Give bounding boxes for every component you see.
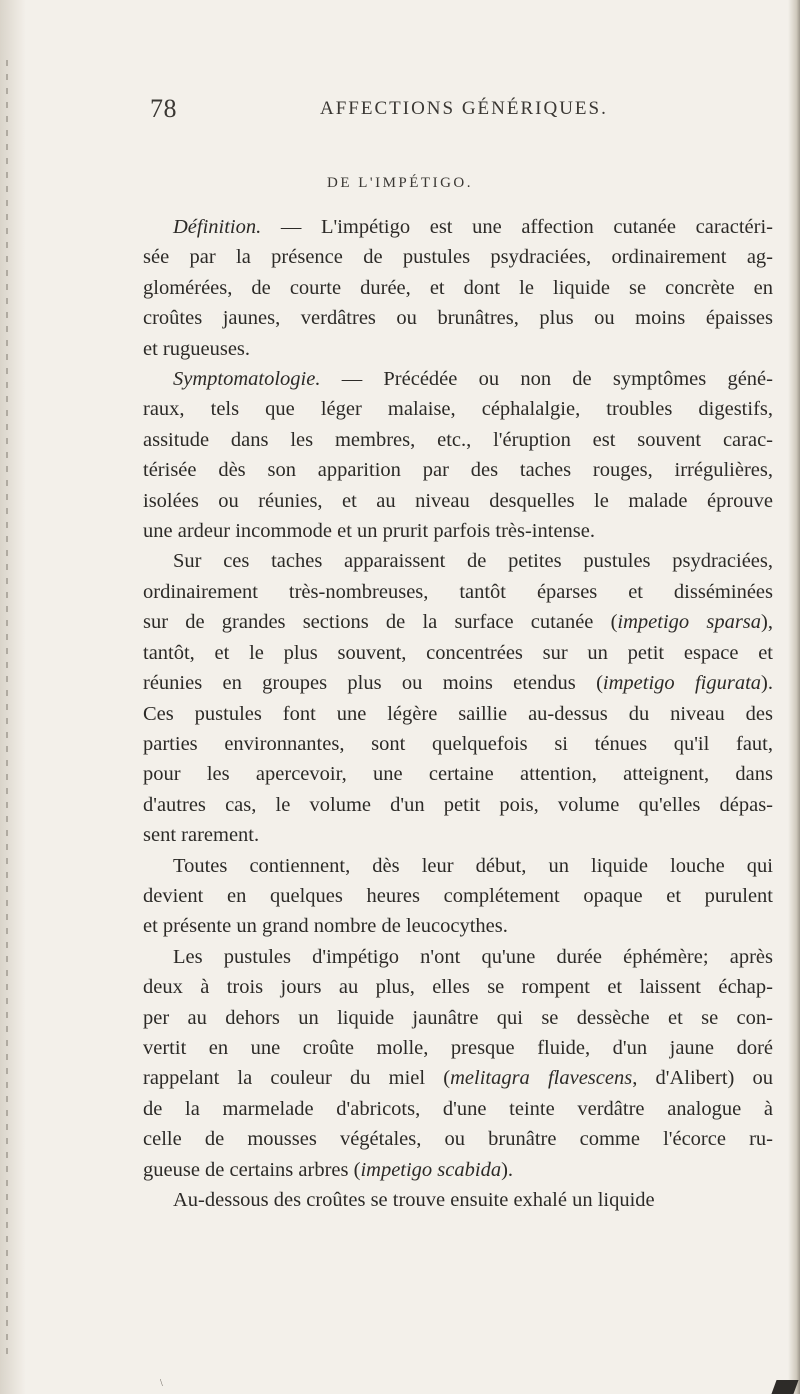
- text-line: [143, 759, 773, 789]
- text-line: [143, 425, 773, 455]
- text-line: [143, 577, 773, 607]
- text-segment: réunies en groupes plus ou moins etendus (: [143, 672, 603, 695]
- text-segment: sur de grandes sections de la surface cutanée (: [143, 611, 618, 634]
- text-line: [143, 851, 773, 881]
- text-line: [143, 607, 773, 637]
- text-segment: per au dehors un liquide jaunâtre qui se dessèche et se con-: [143, 1006, 773, 1029]
- text-segment: parties environnantes, sont quelquefois si ténues qu'il faut,: [143, 732, 773, 755]
- text-segment: isolées ou réunies, et au niveau desquelles le malade éprouve: [143, 489, 773, 512]
- text-line: [143, 1185, 773, 1215]
- latin-term: impetigo scabida: [360, 1158, 502, 1181]
- text-line: [143, 1003, 773, 1033]
- subsection-heading: Symptomatologie.: [173, 368, 321, 391]
- text-line: [143, 516, 773, 546]
- text-line: [143, 1155, 773, 1185]
- page-edge-shadow: [788, 0, 800, 1394]
- text-segment: devient en quelques heures complétement opaque et purulent: [143, 884, 773, 907]
- text-segment: ).: [501, 1158, 514, 1181]
- text-segment: Au-dessous des croûtes se trouve ensuite exhalé un liquide: [173, 1189, 655, 1211]
- text-line: [143, 486, 773, 516]
- text-segment: rappelant la couleur du miel (: [143, 1067, 451, 1090]
- text-line: [143, 911, 773, 941]
- text-line: [143, 972, 773, 1002]
- text-line: [143, 668, 773, 698]
- text-segment: Sur ces taches apparaissent de petites pustules psydraciées,: [173, 550, 773, 573]
- subsection-heading: Définition.: [173, 216, 262, 238]
- running-head-title: AFFECTIONS GÉNÉRIQUES.: [320, 98, 608, 119]
- text-line: [143, 638, 773, 668]
- text-segment: ordinairement très-nombreuses, tantôt éparses et disséminées: [143, 580, 773, 603]
- text-line: [143, 364, 773, 394]
- text-segment: ),: [761, 611, 773, 634]
- text-segment: Toutes contiennent, dès leur début, un liquide louche qui: [173, 854, 773, 877]
- text-segment: tantôt, et le plus souvent, concentrées sur un petit espace et: [143, 641, 773, 664]
- latin-term: melitagra flavescens: [450, 1067, 633, 1090]
- text-line: [143, 394, 773, 424]
- text-segment: Les pustules d'impétigo n'ont qu'une durée éphémère; après: [173, 945, 773, 968]
- text-line: [143, 1063, 773, 1093]
- text-segment: raux, tels que léger malaise, céphalalgie, troubles digestifs,: [143, 398, 773, 421]
- text-segment: Ces pustules font une légère saillie au-dessus du niveau des: [143, 702, 773, 725]
- text-segment: deux à trois jours au plus, elles se rompent et laissent échap-: [143, 976, 773, 999]
- text-line: [143, 942, 773, 972]
- text-segment: , d'Alibert) ou: [632, 1067, 773, 1090]
- latin-term: impetigo sparsa: [617, 611, 762, 634]
- text-segment: une ardeur incommode et un prurit parfois très-intense.: [143, 520, 595, 543]
- text-segment: de la marmelade d'abricots, d'une teinte verdâtre analogue à: [143, 1097, 773, 1120]
- text-segment: — L'impétigo est une affection cutanée caractéri-: [261, 216, 773, 238]
- scan-gutter-shadow: [0, 0, 26, 1394]
- text-segment: assitude dans les membres, etc., l'éruption est souvent carac-: [143, 428, 773, 451]
- latin-term: impetigo figurata: [602, 672, 762, 695]
- text-line: [143, 790, 773, 820]
- text-line: [143, 820, 773, 850]
- text-line: [143, 303, 773, 333]
- text-line: [143, 699, 773, 729]
- text-segment: croûtes jaunes, verdâtres ou brunâtres, plus ou moins épaisses: [143, 307, 773, 330]
- stray-mark: \: [160, 1378, 163, 1389]
- text-line: [143, 273, 773, 303]
- text-segment: sée par la présence de pustules psydraciées, ordinairement ag-: [143, 246, 773, 269]
- text-segment: d'autres cas, le volume d'un petit pois, volume qu'elles dépas-: [143, 793, 773, 816]
- text-segment: et rugueuses.: [143, 337, 251, 360]
- text-segment: — Précédée ou non de symptômes géné-: [320, 368, 773, 391]
- text-line: [143, 1124, 773, 1154]
- text-segment: sent rarement.: [143, 824, 260, 847]
- text-line: [143, 729, 773, 759]
- page-number: 78: [150, 94, 177, 123]
- body-text: [143, 212, 773, 1215]
- text-segment: pour les apercevoir, une certaine attention, atteignent, dans: [143, 763, 773, 786]
- text-segment: vertit en une croûte molle, presque fluide, d'un jaune doré: [143, 1036, 773, 1059]
- text-line: [143, 546, 773, 576]
- text-segment: térisée dès son apparition par des taches rouges, irrégulières,: [143, 459, 773, 482]
- text-line: [143, 242, 773, 272]
- text-line: [143, 334, 773, 364]
- text-segment: et présente un grand nombre de leucocythes.: [143, 915, 508, 938]
- running-head: [150, 94, 770, 134]
- text-segment: gueuse de certains arbres (: [143, 1158, 361, 1181]
- text-segment: glomérées, de courte durée, et dont le liquide se concrète en: [143, 276, 773, 299]
- text-line: [143, 455, 773, 485]
- text-line: [143, 212, 773, 242]
- text-line: [143, 1033, 773, 1063]
- section-title: DE L'IMPÉTIGO.: [326, 175, 474, 191]
- text-segment: ).: [761, 672, 773, 695]
- text-segment: celle de mousses végétales, ou brunâtre comme l'écorce ru-: [143, 1128, 773, 1151]
- text-line: [143, 881, 773, 911]
- text-line: [143, 1094, 773, 1124]
